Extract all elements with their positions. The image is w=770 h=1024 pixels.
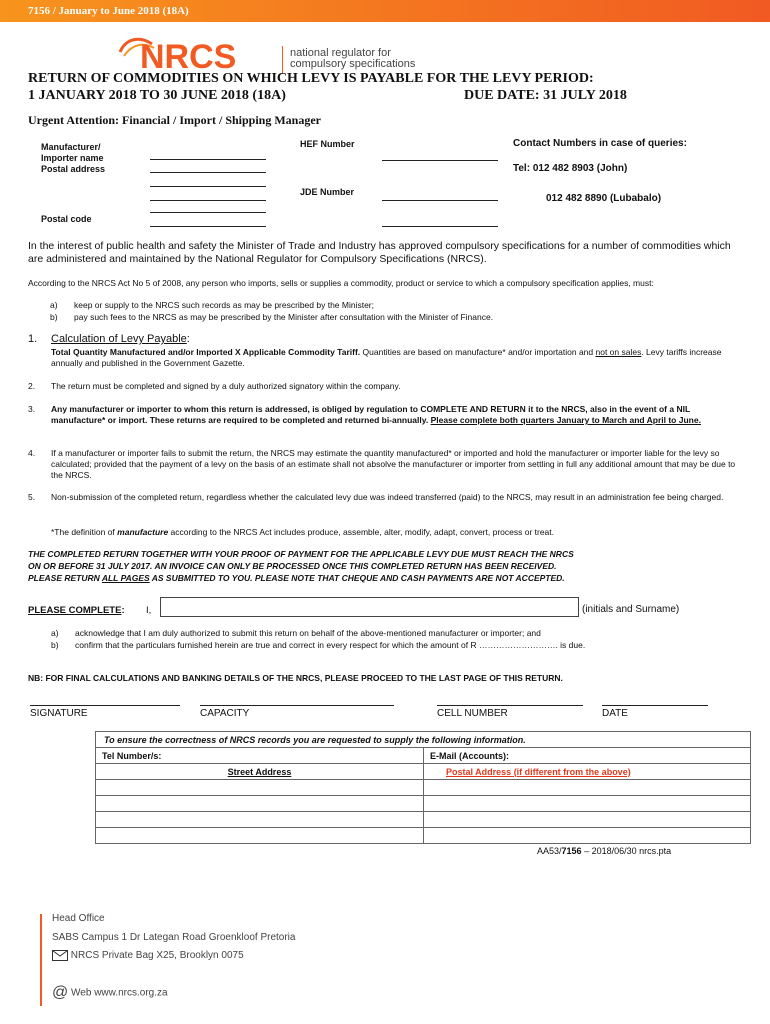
notice-all-pages: ALL PAGES xyxy=(101,573,150,583)
please-complete-label xyxy=(28,605,125,616)
street-address-cell[interactable] xyxy=(96,796,424,812)
logo-tagline-line2: compulsory specifications xyxy=(290,58,416,70)
item-3-bold-text: Any manufacturer or importer to whom this return is addressed, is obliged by regulation to COMPLETE AND RETURN it to the NRCS, also in the event of a NIL manufacture* or import. These returns are required to be completed and returned bi-annually. xyxy=(51,404,690,425)
date-label: DATE xyxy=(602,708,628,719)
item-2-number: 2. xyxy=(28,381,36,391)
footer-web-row xyxy=(52,984,168,1002)
title-due-date: DUE DATE: 31 JULY 2018 xyxy=(464,88,627,103)
hef-number-label: HEF Number xyxy=(300,139,355,149)
item-1-not-on-sales: not on sales xyxy=(595,347,642,357)
item-1-text xyxy=(51,347,743,369)
postal-code-label: Postal code xyxy=(41,214,92,224)
intro-paragraph: In the interest of public health and safety the Minister of Trade and Industry has approved compulsory specifications for a number of commodities which are administered and maintained by the National Regulator for Compulsory Specifications (NRCS). xyxy=(28,240,731,265)
footer-bag-row xyxy=(52,950,244,961)
manufacturer-name-field[interactable] xyxy=(150,159,266,160)
item-2-text: The return must be completed and signed by a duly authorized signatory within the company. xyxy=(51,381,401,391)
table-row xyxy=(96,780,751,796)
table-row xyxy=(96,828,751,844)
notice-line3-b: AS SUBMITTED TO YOU. PLEASE NOTE THAT CHEQUE AND CASH PAYMENTS ARE NOT ACCEPTED. xyxy=(149,573,565,583)
definition-a: *The definition of xyxy=(51,527,118,537)
street-address-cell[interactable] xyxy=(96,812,424,828)
definition-term: manufacture xyxy=(117,527,169,537)
capacity-label: CAPACITY xyxy=(200,708,250,719)
title-period: 1 JANUARY 2018 TO 30 JUNE 2018 (18A) xyxy=(28,88,286,103)
table-row xyxy=(96,764,751,780)
date-line[interactable] xyxy=(602,705,708,706)
cell-number-label: CELL NUMBER xyxy=(437,708,508,719)
contact-tel-john: Tel: 012 482 8903 (John) xyxy=(513,163,628,174)
ref-a: AA53/ xyxy=(537,846,562,856)
logo-tagline xyxy=(290,48,415,70)
contact-tel-lubabalo: 012 482 8890 (Lubabalo) xyxy=(546,193,662,204)
tel-numbers-cell[interactable]: Tel Number/s: xyxy=(96,748,424,764)
records-table-header: To ensure the correctness of NRCS records you are requested to supply the following information. xyxy=(96,732,751,748)
extra-field[interactable] xyxy=(382,226,498,227)
footer-head-office: Head Office xyxy=(52,913,105,924)
please-complete-text: PLEASE COMPLETE xyxy=(28,605,122,616)
urgent-attention: Urgent Attention: Financial / Import / Shipping Manager xyxy=(28,113,322,127)
street-address-cell[interactable] xyxy=(96,828,424,844)
header-strip xyxy=(0,0,770,22)
item-5-text: Non-submission of the completed return, regardless whether the calculated levy due was indeed transferred (paid) to the NRCS, may result in an administration fee being charged. xyxy=(51,492,724,502)
logo-brand: NRCS xyxy=(140,38,237,74)
postal-address-header: Postal Address (if different from the above) xyxy=(424,764,751,780)
item-3-number: 3. xyxy=(28,404,36,414)
cell-number-line[interactable] xyxy=(437,705,583,706)
initials-surname-label: (initials and Surname) xyxy=(582,604,680,615)
definition-c: according to the NRCS Act includes produce, assemble, alter, modify, adapt, convert, process or treat. xyxy=(168,527,555,537)
logo-tagline-line1: national regulator for xyxy=(290,47,391,59)
postal-address-field-4[interactable] xyxy=(150,212,266,213)
jde-number-label: JDE Number xyxy=(300,187,355,197)
ack-b-letter: b) xyxy=(51,640,59,650)
item-5-number: 5. xyxy=(28,492,36,502)
item-1-rest-b: . Levy tariffs increase annually and published in the Government Gazette. xyxy=(51,347,722,368)
postal-address-label: Postal address xyxy=(41,164,106,174)
act-item-a-letter: a) xyxy=(50,300,58,310)
postal-address-cell[interactable] xyxy=(424,828,751,844)
records-table xyxy=(95,731,751,844)
notice-line3-a: PLEASE RETURN xyxy=(28,573,102,583)
act-item-b-letter: b) xyxy=(50,312,58,322)
item-4-text: If a manufacturer or importer fails to submit the return, the NRCS may estimate the quantity manufactured* or imported and hold the manufacturer or importer liable for the levy so calculated; provided that the payment of a levy on the basis of an estimate shall not absolve the manufacturer or importer from settling in full any additional amount that may be due to the NRCS. xyxy=(51,448,736,480)
page-title xyxy=(28,70,668,104)
contact-title: Contact Numbers in case of queries: xyxy=(513,138,687,149)
complete-i: I, xyxy=(146,605,152,616)
table-row xyxy=(96,748,751,764)
hef-number-field[interactable] xyxy=(382,160,498,161)
manufacture-definition xyxy=(51,527,743,538)
footer-web: Web www.nrcs.org.za xyxy=(71,987,168,999)
act-item-b-text: pay such fees to the NRCS as may be prescribed by the Minister after consultation with the Minister of Finance. xyxy=(74,312,494,322)
envelope-icon xyxy=(52,950,68,961)
manufacturer-label-line2: Importer name xyxy=(41,153,104,163)
item-1-heading: Calculation of Levy Payable xyxy=(51,333,187,345)
postal-address-cell[interactable] xyxy=(424,796,751,812)
ack-item-a xyxy=(51,628,751,639)
item-4-number: 4. xyxy=(28,448,36,458)
jde-number-field[interactable] xyxy=(382,200,498,201)
act-paragraph: According to the NRCS Act No 5 of 2008, any person who imports, sells or supplies a commodity, product or service to which a compulsory specification applies, must: xyxy=(28,278,654,288)
notice-line1: THE COMPLETED RETURN TOGETHER WITH YOUR PROOF OF PAYMENT FOR THE APPLICABLE LEVY DUE MUST REACH THE NRCS xyxy=(28,549,574,559)
item-1-rest-a: Quantities are based on manufacture* and/or importation and xyxy=(360,347,596,357)
header-strip-text: 7156 / January to June 2018 (18A) xyxy=(28,5,189,17)
footer-accent-bar xyxy=(40,914,42,1006)
postal-address-field-2[interactable] xyxy=(150,186,266,187)
street-address-cell[interactable] xyxy=(96,780,424,796)
street-address-header: Street Address xyxy=(96,764,424,780)
table-row xyxy=(96,796,751,812)
notice-line2: ON OR BEFORE 31 JULY 2017. AN INVOICE CAN ONLY BE PROCESSED ONCE THIS COMPLETED RETURN HAS BEEN RECEIVED. xyxy=(28,561,557,571)
act-item-a xyxy=(50,300,750,311)
postal-address-field-3[interactable] xyxy=(150,200,266,201)
manufacturer-label xyxy=(41,142,105,175)
ack-item-b xyxy=(51,640,751,651)
ack-a-letter: a) xyxy=(51,628,59,638)
item-1-number: 1. xyxy=(28,333,38,345)
manufacturer-label-line1: Manufacturer/ xyxy=(41,142,101,152)
please-complete-colon: : xyxy=(121,605,125,616)
at-icon: @ xyxy=(52,984,69,1001)
item-3-underline-text: Please complete both quarters January to March and April to June. xyxy=(430,415,701,425)
form-reference xyxy=(537,846,671,856)
table-row xyxy=(96,732,751,748)
act-item-a-text: keep or supply to the NRCS such records as may be prescribed by the Minister; xyxy=(74,300,374,310)
postal-address-cell[interactable] xyxy=(424,780,751,796)
signature-line[interactable] xyxy=(30,705,180,706)
footer-campus: SABS Campus 1 Dr Lategan Road Groenkloof Pretoria xyxy=(52,932,296,943)
postal-code-field[interactable] xyxy=(150,226,266,227)
title-line1: RETURN OF COMMODITIES ON WHICH LEVY IS PAYABLE FOR THE LEVY PERIOD: xyxy=(28,71,594,86)
item-1-colon: : xyxy=(186,333,190,345)
ref-c: – 2018/06/30 nrcs.pta xyxy=(581,846,672,856)
act-item-b xyxy=(50,312,750,323)
capacity-line[interactable] xyxy=(200,705,394,706)
postal-address-cell[interactable] xyxy=(424,812,751,828)
notice-block xyxy=(28,548,758,584)
ack-b-text: confirm that the particulars furnished herein are true and correct in every respect for which the amount of R ………………………. is due. xyxy=(75,640,586,650)
postal-address-field-1[interactable] xyxy=(150,172,266,173)
initials-surname-input[interactable] xyxy=(160,597,579,617)
table-row xyxy=(96,812,751,828)
signature-label: SIGNATURE xyxy=(30,708,88,719)
item-1-heading-row xyxy=(28,333,190,345)
nb-notice: NB: FOR FINAL CALCULATIONS AND BANKING DETAILS OF THE NRCS, PLEASE PROCEED TO THE LAST PAGE OF THIS RETURN. xyxy=(28,673,563,683)
ack-a-text: acknowledge that I am duly authorized to submit this return on behalf of the above-mentioned manufacturer or importer; and xyxy=(75,628,541,638)
nrcs-logo xyxy=(118,34,278,74)
item-1-bold: Total Quantity Manufactured and/or Imported X Applicable Commodity Tariff. xyxy=(51,347,361,357)
email-accounts-cell[interactable]: E-Mail (Accounts): xyxy=(424,748,751,764)
footer-bag: NRCS Private Bag X25, Brooklyn 0075 xyxy=(70,950,244,962)
ref-b: 7156 xyxy=(561,846,582,856)
